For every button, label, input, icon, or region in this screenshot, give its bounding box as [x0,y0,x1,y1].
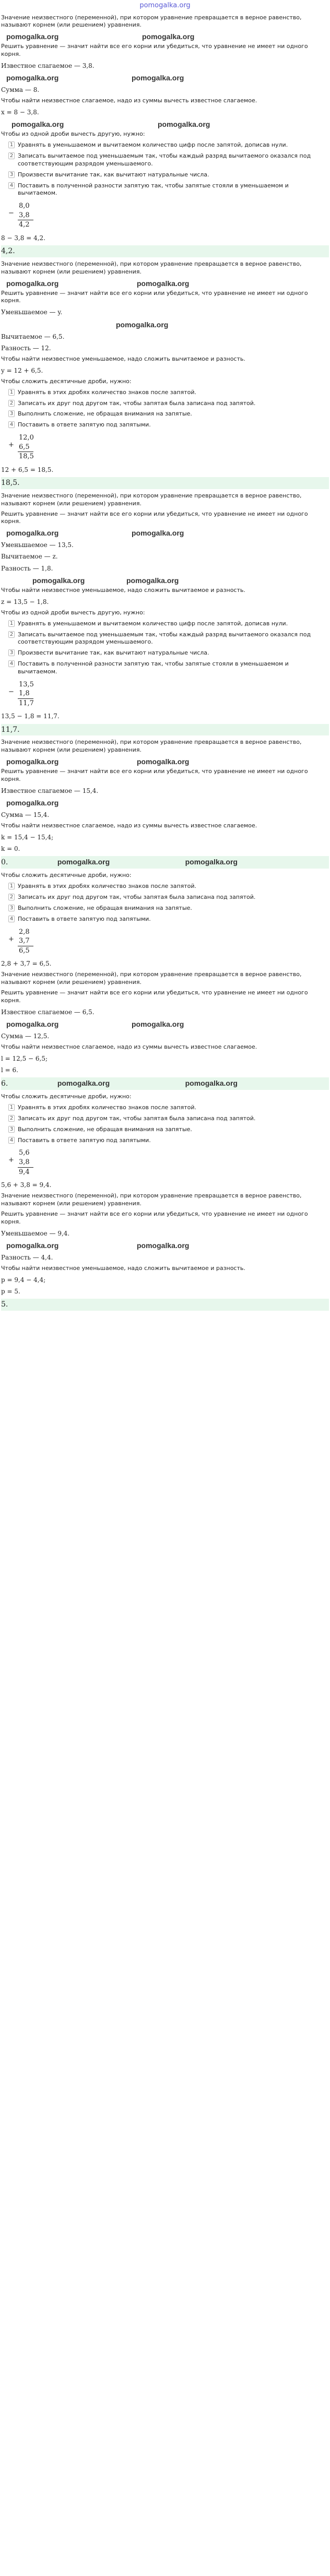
known-addend: Известное слагаемое — 3,8. [1,62,95,69]
result-line: 8 − 3,8 = 4,2. [1,234,45,242]
watermark: pomogalka.org [132,74,184,82]
formula: z = 13,5 − 1,8. [1,598,49,606]
step-item: 3 Произвести вычитание так, как вычитают натуральные числа. [8,171,329,179]
result-line: 2,8 + 3,7 = 6,5. [1,960,52,968]
formula: x = 8 − 3,8. [1,109,39,116]
step-item: 3 Выполнить сложение, не обращая внимания на запятые. [8,1126,329,1134]
solution-block-1 [1,14,329,257]
watermark: pomogalka.org [126,576,179,585]
watermark: pomogalka.org [132,529,184,538]
equation-definition: Значение неизвестного (переменной), при котором уравнение превращается в верное равенство, называют корнем (или решением) уравнения. [1,14,302,29]
watermark: pomogalka.org [11,120,64,129]
watermark: pomogalka.org [6,279,59,288]
step-item: 4 Поставить в полученной разности запятую так, чтобы запятые стояли в уменьшаемом и вычитаемом. [8,660,329,676]
sum-value: Сумма — 12,5. [1,1032,50,1040]
watermark: pomogalka.org [6,1241,59,1250]
subtraction-steps [8,620,329,676]
watermark: pomogalka.org [6,1019,59,1028]
addition-steps [8,389,329,429]
watermark: pomogalka.org [185,1079,238,1088]
result-line: 13,5 − 1,8 = 11,7. [1,713,60,720]
answer-bar: 18,5. [1,477,329,489]
addition-steps [8,883,329,923]
solution-block-6 [1,1093,329,1311]
watermark: pomogalka.org [6,799,59,808]
step-item: 4 Поставить в ответе запятую под запятыми. [8,421,329,429]
formula: y = 12 + 6,5. [1,366,43,374]
solution-block-3 [1,492,329,736]
result-line: 12 + 6,5 = 18,5. [1,466,54,473]
equation-definition: Значение неизвестного (переменной), при котором уравнение превращается в верное равенство, называют корнем (или решением) уравнения. [1,1192,302,1207]
add-intro: Чтобы сложить десятичные дроби, нужно: [1,872,132,879]
watermark: pomogalka.org [142,32,195,41]
solution-block-5 [1,872,329,1090]
step-item: 1 Уравнять в этих дробях количество знаков после запятой. [8,1104,329,1112]
watermark: pomogalka.org [6,757,59,766]
equation-definition: Значение неизвестного (переменной), при котором уравнение превращается в верное равенство, называют корнем (или решением) уравнения. [1,260,302,275]
known-addend: Известное слагаемое — 15,4. [1,787,99,794]
watermark: pomogalka.org [57,1079,110,1088]
sum-value: Сумма — 8. [1,86,40,94]
formula-result: p = 5. [1,1288,20,1296]
rule-addend: Чтобы найти неизвестное слагаемое, надо из суммы вычесть известное слагаемое. [1,822,257,829]
sub-intro: Чтобы из одной дроби вычесть другую, нужно: [1,609,145,616]
formula-result: k = 0. [1,845,20,853]
step-item: 3 Произвести вычитание так, как вычитают натуральные числа. [8,649,329,657]
solution-block-2 [1,260,329,489]
difference: Разность — 4,4. [1,1253,53,1261]
subtraction-steps [8,141,329,197]
step-item: 1 Уравнять в уменьшаемом и вычитаемом количество цифр после запятой, дописав нули. [8,141,329,149]
watermark: pomogalka.org [132,1019,184,1028]
equation-definition: Значение неизвестного (переменной), при котором уравнение превращается в верное равенство, называют корнем (или решением) уравнения. [1,739,302,754]
formula: p = 9,4 − 4,4; [1,1276,46,1284]
step-item: 2 Записать вычитаемое под уменьшаемым так, чтобы каждый разряд вычитаемого оказался под соответствующим разрядом уменьшаемого. [8,631,329,647]
difference: Разность — 12. [1,344,51,352]
watermark: pomogalka.org [137,757,190,766]
column-calculation: − 13,5 1,8 11,7 [8,680,34,707]
watermark: pomogalka.org [57,858,110,866]
step-item: 2 Записать вычитаемое под уменьшаемым так, чтобы каждый разряд вычитаемого оказался под соответствующим разрядом уменьшаемого. [8,152,329,168]
solution-block-4 [1,739,329,869]
watermark: pomogalka.org [137,279,190,288]
watermark: pomogalka.org [185,858,238,866]
step-item: 2 Записать их друг под другом так, чтобы запятая была записана под запятой. [8,400,329,408]
site-logo[interactable]: pomogalka.org [139,2,191,9]
rule-addend: Чтобы найти неизвестное слагаемое, надо из суммы вычесть известное слагаемое. [1,1043,257,1051]
watermark: pomogalka.org [6,529,59,538]
add-intro: Чтобы сложить десятичные дроби, нужно: [1,1093,132,1100]
step-item: 4 Поставить в полученной разности запятую так, чтобы запятые стояли в уменьшаемом и вычитаемом. [8,182,329,198]
minuend: Уменьшаемое — 13,5. [1,541,74,549]
rule-addend: Чтобы найти неизвестное слагаемое, надо из суммы вычесть известное слагаемое. [1,97,257,104]
difference: Разность — 1,8. [1,564,53,572]
step-item: 1 Уравнять в этих дробях количество знаков после запятой. [8,389,329,397]
solve-definition: Решить уравнение — значит найти все его корни или убедиться, что уравнение не имеет ни одного корня. [1,989,308,1004]
solve-definition: Решить уравнение — значит найти все его корни или убедиться, что уравнение не имеет ни одного корня. [1,510,308,525]
solve-definition: Решить уравнение — значит найти все его корни или убедиться, что уравнение не имеет ни одного корня. [1,289,308,304]
equation-definition: Значение неизвестного (переменной), при котором уравнение превращается в верное равенство, называют корнем (или решением) уравнения. [1,971,302,986]
watermark: pomogalka.org [6,32,59,41]
watermark: pomogalka.org [137,1241,190,1250]
answer-bar: 11,7. [1,724,329,736]
watermark: pomogalka.org [32,576,85,585]
answer-bar: 0. pomogalka.org pomogalka.org [1,856,329,869]
answer-bar: 5. [1,1299,329,1311]
watermark: pomogalka.org [6,74,59,82]
rule-minuend: Чтобы найти неизвестное уменьшаемое, надо сложить вычитаемое и разность. [1,586,245,593]
step-item: 2 Записать их друг под другом так, чтобы запятая была записана под запятой. [8,894,329,901]
step-item: 3 Выполнить сложение, не обращая внимания на запятые. [8,905,329,912]
answer-bar: 6. pomogalka.org pomogalka.org [1,1077,329,1090]
minuend: Уменьшаемое — 9,4. [1,1229,70,1237]
equation-definition: Значение неизвестного (переменной), при котором уравнение превращается в верное равенство, называют корнем (или решением) уравнения. [1,492,302,507]
step-item: 2 Записать их друг под другом так, чтобы запятая была записана под запятой. [8,1115,329,1123]
subtrahend: Вычитаемое — z. [1,553,58,561]
step-item: 1 Уравнять в этих дробях количество знаков после запятой. [8,883,329,891]
solve-definition: Решить уравнение — значит найти все его корни или убедиться, что уравнение не имеет ни одного корня. [1,1210,308,1225]
column-calculation: + 5,6 3,8 9,4 [8,1148,40,1177]
step-item: 3 Выполнить сложение, не обращая внимания на запятые. [8,410,329,418]
formula: l = 12,5 − 6,5; [1,1054,48,1062]
solve-definition: Решить уравнение — значит найти все его корни или убедиться, что уравнение не имеет ни одного корня. [1,43,308,58]
add-intro: Чтобы сложить десятичные дроби, нужно: [1,377,132,385]
formula-result: l = 6. [1,1066,18,1074]
known-addend: Известное слагаемое — 6,5. [1,1008,95,1016]
sum-value: Сумма — 15,4. [1,811,50,819]
watermark: pomogalka.org [158,120,210,129]
minuend: Уменьшаемое — y. [1,308,63,316]
step-item: 4 Поставить в ответе запятую под запятыми. [8,916,329,923]
step-item: 4 Поставить в ответе запятую под запятыми. [8,1137,329,1145]
column-calculation: + 2,8 3,7 6,5 [8,928,40,956]
subtrahend: Вычитаемое — 6,5. [1,333,65,340]
watermark: pomogalka.org [116,320,169,329]
rule-minuend: Чтобы найти неизвестное уменьшаемое, надо сложить вычитаемое и разность. [1,355,245,362]
formula: k = 15,4 − 15,4; [1,834,54,841]
column-calculation: + 12,0 6,5 18,5 [8,434,34,461]
rule-minuend: Чтобы найти неизвестное уменьшаемое, надо сложить вычитаемое и разность. [1,1265,245,1272]
answer-bar: 4,2. [1,245,329,257]
addition-steps [8,1104,329,1144]
column-calculation: − 8,0 3,8 4,2 [8,201,40,230]
result-line: 5,6 + 3,8 = 9,4. [1,1181,52,1189]
solve-definition: Решить уравнение — значит найти все его корни или убедиться, что уравнение не имеет ни одного корня. [1,768,308,782]
step-item: 1 Уравнять в уменьшаемом и вычитаемом количество цифр после запятой, дописав нули. [8,620,329,628]
sub-intro: Чтобы из одной дроби вычесть другую, нужно: [1,130,145,138]
